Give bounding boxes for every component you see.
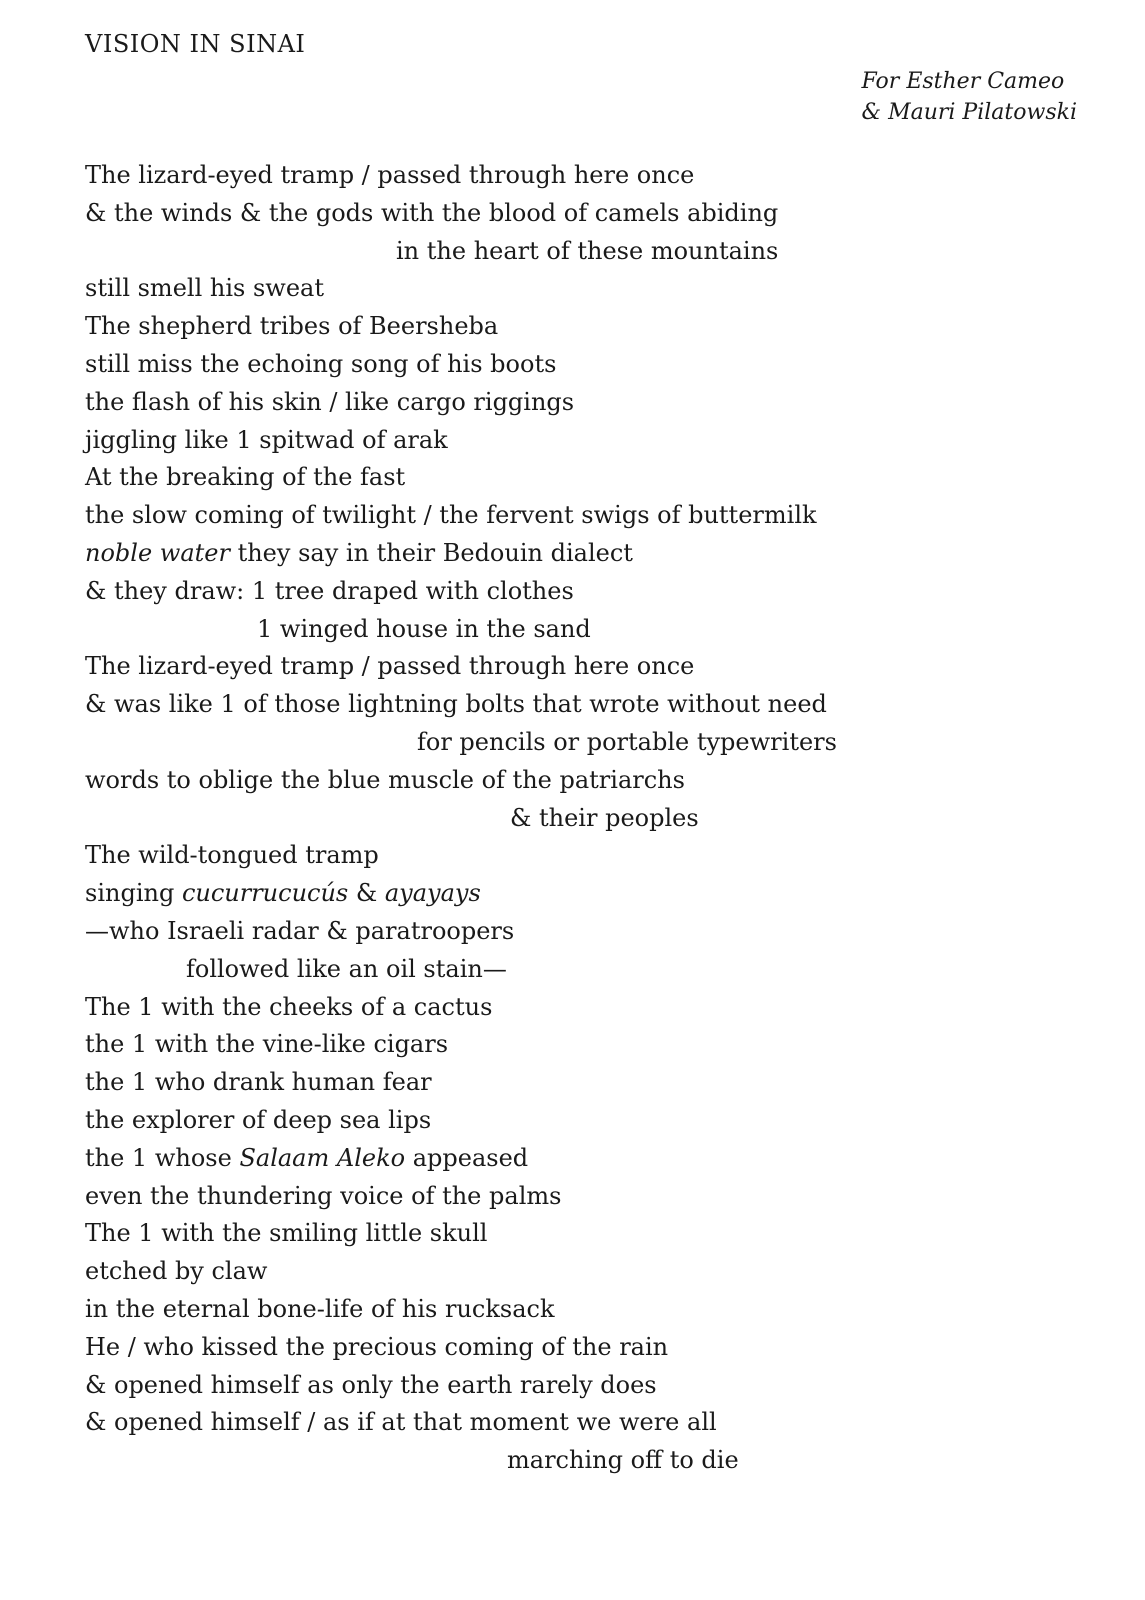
dedication [862, 66, 1078, 128]
italic-phrase: noble water [85, 538, 230, 567]
poem-line: the explorer of deep sea lips [85, 1105, 432, 1134]
poem-line: & their peoples [510, 803, 699, 832]
poem-line: & opened himself / as if at that moment we were all [85, 1408, 717, 1437]
dedication-line: & Mauri Pilatowski [861, 100, 1077, 125]
line-text: singing [85, 879, 182, 908]
poem-line [85, 535, 1085, 573]
poem-line: The shepherd tribes of Beersheba [85, 312, 499, 341]
line-text: & [348, 879, 385, 908]
poem-line: marching off to die [507, 1446, 739, 1475]
italic-phrase: ayayays [384, 879, 481, 908]
poem-line: The 1 with the smiling little skull [85, 1219, 488, 1248]
poem-line: words to oblige the blue muscle of the patriarchs [85, 765, 685, 794]
poem-line: still miss the echoing song of his boots [85, 349, 557, 378]
italic-phrase: Salaam Aleko [239, 1143, 406, 1172]
line-text: they say in their Bedouin dialect [229, 538, 633, 567]
poem-line: the flash of his skin / like cargo riggings [85, 387, 575, 416]
poem-line: & opened himself as only the earth rarely does [85, 1370, 657, 1399]
dedication-line: For Esther Cameo [861, 69, 1065, 94]
poem-line: & the winds & the gods with the blood of camels abiding [85, 198, 779, 227]
poem-line: The lizard-eyed tramp / passed through here once [85, 161, 695, 189]
poem-line: The wild-tongued tramp [85, 841, 379, 870]
poem-line [85, 1140, 1085, 1178]
poem-line: for pencils or portable typewriters [417, 727, 837, 756]
poem-line: the slow coming of twilight / the fervent swigs of buttermilk [85, 501, 817, 530]
line-text: the 1 whose [85, 1143, 240, 1172]
poem-line: The 1 with the cheeks of a cactus [85, 992, 493, 1021]
poem-line [85, 875, 1085, 913]
poem-line: in the eternal bone-life of his rucksack [85, 1294, 555, 1323]
poem-line: & they draw: 1 tree draped with clothes [85, 576, 574, 605]
poem-line: in the heart of these mountains [396, 236, 779, 265]
poem-body [85, 157, 1085, 1480]
poem-line: At the breaking of the fast [85, 463, 406, 492]
italic-phrase: cucurrucucús [181, 879, 349, 908]
line-text: appeased [405, 1143, 529, 1172]
poem-line: —who Israeli radar & paratroopers [85, 916, 515, 945]
poem-line: even the thundering voice of the palms [85, 1181, 562, 1210]
poem-line: The lizard-eyed tramp / passed through here once [85, 652, 695, 681]
poem-title: VISION IN SINAI [85, 30, 306, 58]
poem-line: followed like an oil stain— [186, 954, 507, 983]
poem-line: jiggling like 1 spitwad of arak [85, 425, 448, 454]
poem-line: & was like 1 of those lightning bolts that wrote without need [85, 690, 827, 719]
poem-line: 1 winged house in the sand [257, 614, 591, 643]
poem-line: etched by claw [85, 1257, 268, 1286]
poem-line: the 1 with the vine-like cigars [85, 1030, 449, 1059]
poem-line: still smell his sweat [85, 274, 324, 303]
poem-line: He / who kissed the precious coming of the rain [85, 1332, 669, 1361]
poem-line: the 1 who drank human fear [85, 1068, 432, 1097]
